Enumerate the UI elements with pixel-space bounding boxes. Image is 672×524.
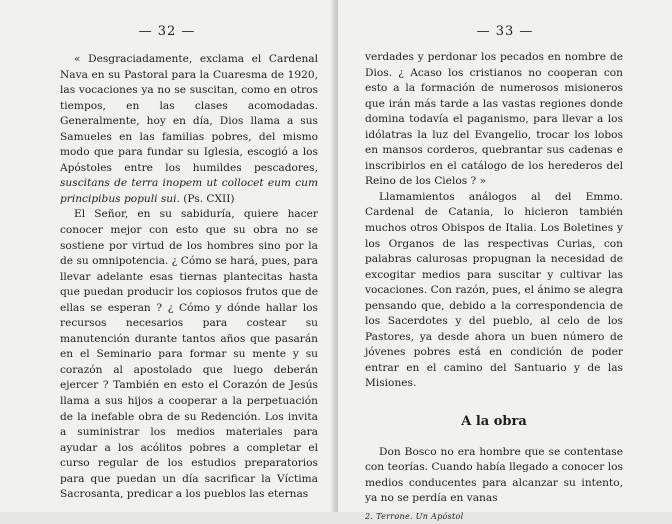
page-number-left: — 32 — [138, 24, 196, 39]
left-page [0, 0, 334, 512]
section-heading: A la obra [461, 414, 527, 430]
page-number-right: — 33 — [476, 24, 534, 39]
footnote: 2. Terrone. Un Apóstol [365, 511, 464, 521]
paragraph-right-3: Don Bosco no era hombre que se contentase con teorías. Cuando había llegado a conocer los medios conducentes para alcanzar su intento, ya no se perdía en vanas [365, 445, 623, 505]
paragraph-left-1: « Desgraciadamente, exclama el Cardenal Nava en su Pastoral para la Cuaresma de 1920, las vocaciones ya no se suscitan, como en otros tiempos, en las clases acomodadas. Generalmente, hoy en día, Dios llama a sus Samueles en las familias pobres, del mismo modo que para fundar su Iglesia, escogió a los Apóstoles entre los humildes pescadores, suscitans de terra inopem ut collocet eum cum principibus populi sui. (Ps. CXII) [60, 53, 318, 205]
paragraph-right-1: verdades y perdonar los pecados en nombre de Dios. ¿ Acaso los cristianos no cooperan con esto a la formación de numerosos misioneros que irán más tarde a las vastas regiones donde domina todavía el paganismo, para llevar a los idólatras la luz del Evangelio, trocar los lobos en mansos corderos, quebrantar sus cadenas e inscribirlos en el catálogo de los herederos del Reino de los Cielos ? » [365, 51, 623, 188]
right-page-text [365, 50, 623, 524]
right-page [338, 0, 672, 521]
left-page-text [60, 52, 318, 503]
paragraph-left-2: El Señor, en su sabiduría, quiere hacer conocer mejor con esto que su obra no se sostiene por virtud de los hombres sino por la de su omnipotencia. ¿ Cómo se hará, pues, para llevar adelante esas tiernas plantecitas hasta que puedan producir los copiosos frutos que de ellas se esperan ? ¿ Cómo y dónde hallar los recursos necesarios para costear su manutención durante tantos años que pasarán en el Seminario para formar su mente y su corazón al apostolado que luego deberán ejercer ? También en esto el Corazón de Jesús llama a sus hijos a cooperar a la perpetuación de la inefable obra de su Redención. Los invita a suministrar los medios materiales para ayudar a los acólitos pobres a completar el curso regular de los estudios preparatorios para que puedan un día sacrificar la Víctima Sacrosanta, predicar a los pueblos las eternas [60, 208, 318, 501]
paragraph-right-2: Llamamientos análogos al del Emmo. Cardenal de Catania, lo hicieron también muchos otros Obispos de Italia. Los Boletines y los Organos de las respectivas Curias, con palabras calurosas propugnan la necesidad de excogitar medios para suscitar y cultivar las vocaciones. Con razón, pues, el ánimo se alegra pensando que, debido a la correspondencia de los Sacerdotes y del pueblo, al celo de los Pastores, ya desde ahora un buen número de jóvenes pobres está en condición de poder entrar en el camino del Santuario y de las Misiones. [365, 190, 623, 390]
